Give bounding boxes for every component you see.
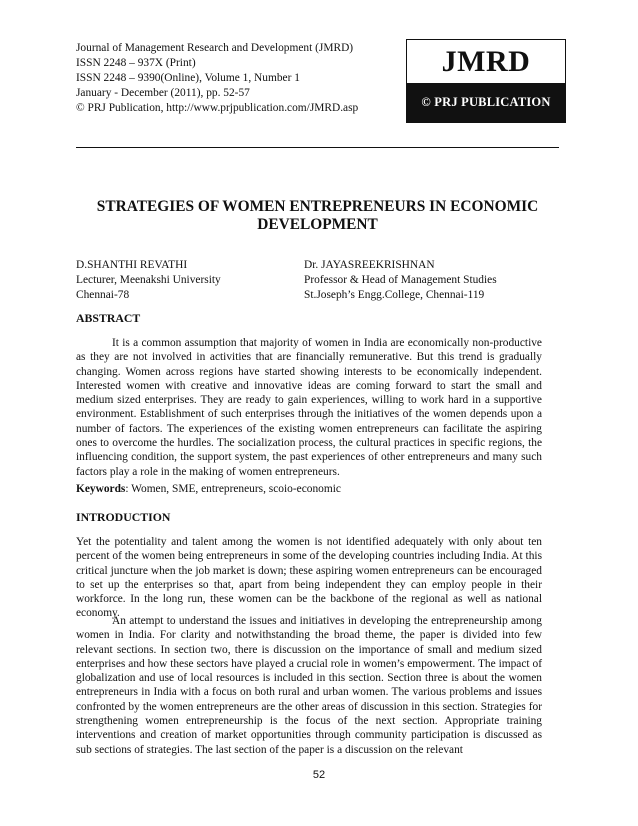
logo-text: JMRD [441,45,531,78]
journal-name: Journal of Management Research and Development (JMRD) [76,42,354,54]
issn-online: ISSN 2248 – 9390(Online), Volume 1, Number 1 [76,72,300,84]
author-location: St.Joseph’s Engg.College, Chennai-119 [304,289,485,301]
intro-paragraph-2: An attempt to understand the issues and initiatives in developing the entrepreneurship among women in India. For clarity and notwithstanding the broad theme, the paper is divided into few relevant sections. In section two, there is discussion on the importance of small and medium sized enterprises and how these sectors have played a crucial role in women’s empowerment. The impact of globalization and use of local resources is included in this section. Section three is about the women entrepreneurs in India with a focus on both rural and urban women. The various problems and issues confronted by the women entrepreneurs are the other areas of discussion in this section. Strategies for strengthening women entrepreneurship is the focus of the next section. Appropriate training interventions and creation of market opportunities through community participation is discussed as sub sections of strategies. The last section of the paper is a discussion on the relevant [76,615,542,756]
logo-band-text: © PRJ PUBLICATION [421,95,551,109]
abstract-heading: ABSTRACT [76,311,141,325]
author-position: Professor & Head of Management Studies [304,274,497,286]
intro-paragraph-1: Yet the potentiality and talent among the women is not identified adequately with only about ten percent of the women being entrepreneurs in some of the developing countries including India. At this critical juncture when the job market is down; these aspiring women entrepreneurs can be encouraged to set up the enterprises so that, apart from being independent they can employ people in their workforce. In the long run, these women can be the backbone of the regional as well as national economy. [76,536,542,620]
author-1 [76,258,221,303]
keywords-text: : Women, SME, entrepreneurs, scoio-economic [125,483,341,495]
author-2 [304,258,497,303]
abstract-text: It is a common assumption that majority of women in India are economically non-productive as they are not involved in activities that are financially remunerative. But this trend is gradually changing. Women across regions have started showing interests to be economically independent. Interested women with creative and innovative ideas are coming forward to start the small and medium sized enterprises. They are ready to gain experiences, willing to work hard in a supportive environment. Establishment of such enterprises through the initiatives of the women depends upon a number of factors. The experiences of the existing women entrepreneurs can facilitate the aspiring ones to overcome the hurdles. The socialization process, the cultural practices in specific regions, the influencing condition, the support system, the past experiences of other entrepreneurs and many such factors play a role in the making of women entrepreneurs. [76,337,542,478]
publisher-line: © PRJ Publication, http://www.prjpublication.com/JMRD.asp [76,102,359,114]
journal-info [76,41,406,116]
author-position: Lecturer, Meenakshi University [76,274,221,286]
jmrd-logo [406,39,566,123]
issn-print: ISSN 2248 – 937X (Print) [76,57,196,69]
keywords-label: Keywords [76,483,126,495]
author-location: Chennai-78 [76,289,130,301]
issue-dates: January - December (2011), pp. 52-57 [76,87,250,99]
keywords [76,482,341,497]
logo-band [407,83,565,122]
page-number: 52 [312,769,326,781]
author-name: D.SHANTHI REVATHI [76,259,188,271]
paper-title: STRATEGIES OF WOMEN ENTREPRENEURS IN ECONOMIC DEVELOPMENT [96,198,539,233]
header-rule [76,147,559,148]
author-name: Dr. JAYASREEKRISHNAN [304,259,435,271]
introduction-heading: INTRODUCTION [76,510,171,524]
